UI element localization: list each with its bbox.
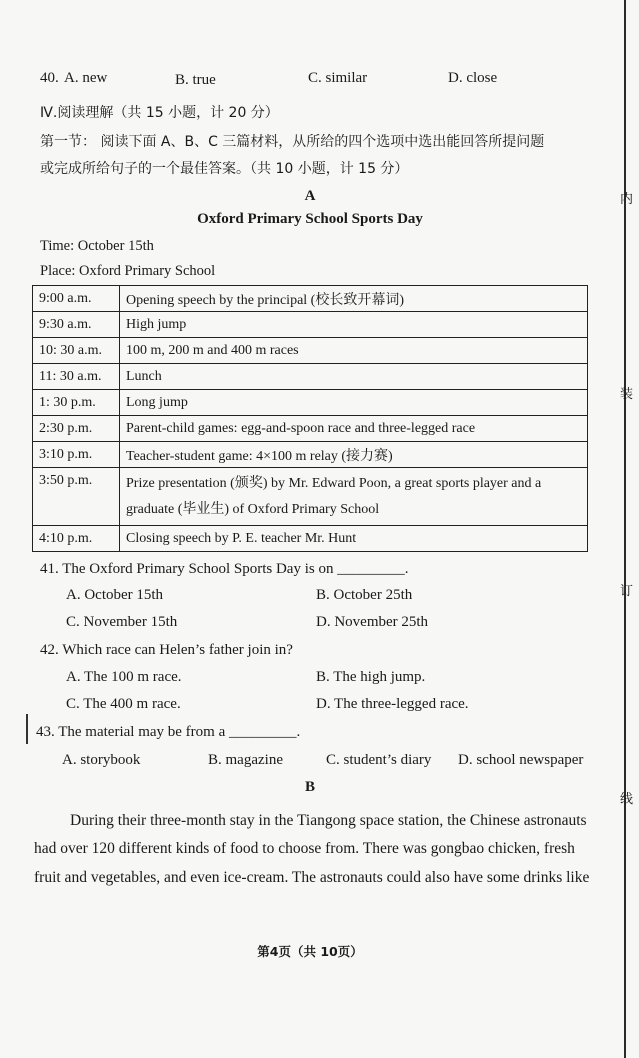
event-place: Place: Oxford Primary School	[40, 263, 216, 279]
schedule-time: 2:30 p.m.	[33, 416, 120, 442]
schedule-table	[32, 285, 588, 552]
q42-option-d: D. The three-legged race.	[316, 696, 469, 712]
section-heading: Ⅳ.阅读理解（共 15 小题，计 20 分）	[40, 105, 279, 121]
schedule-time: 9:30 a.m.	[33, 312, 120, 338]
table-row	[33, 526, 588, 552]
q40-option-a: A. new	[64, 70, 108, 86]
q43-option-b: B. magazine	[208, 752, 283, 768]
schedule-time: 10: 30 a.m.	[33, 338, 120, 364]
schedule-event: High jump	[120, 312, 588, 338]
table-row	[33, 312, 588, 338]
schedule-event: Lunch	[120, 364, 588, 390]
part1-instruction-line2: 或完成所给句子的一个最佳答案。（共 10 小题，计 15 分）	[40, 161, 409, 177]
table-row	[33, 390, 588, 416]
table-row	[33, 442, 588, 468]
passage-a-label: A	[304, 188, 316, 204]
schedule-event: 100 m, 200 m and 400 m races	[120, 338, 588, 364]
schedule-event: Prize presentation (颁奖) by Mr. Edward Poon, a great sports player and a graduate (毕业生) of Oxford Primary School	[120, 468, 588, 526]
q41-option-c: C. November 15th	[66, 614, 178, 630]
event-time: Time: October 15th	[40, 238, 154, 254]
q43-option-d: D. school newspaper	[458, 752, 584, 768]
q43-stem: 43. The material may be from a _________.	[36, 724, 301, 740]
q40-option-c: C. similar	[308, 70, 368, 86]
passage-b-label: B	[304, 779, 315, 795]
q40-number: 40.	[40, 70, 59, 86]
binding-margin-line	[624, 0, 626, 1058]
passage-b-line: had over 120 different kinds of food to choose from. There was gongbao chicken, fresh	[34, 840, 575, 857]
margin-mark-3: 订	[620, 584, 634, 599]
passage-b-line: fruit and vegetables, and even ice-cream. The astronauts could also have some drinks like	[34, 869, 590, 886]
schedule-event: Teacher-student game: 4×100 m relay (接力赛)	[120, 442, 588, 468]
table-row	[33, 338, 588, 364]
margin-mark-line	[26, 714, 28, 744]
schedule-time: 1: 30 p.m.	[33, 390, 120, 416]
table-row	[33, 364, 588, 390]
q42-option-c: C. The 400 m race.	[66, 696, 181, 712]
q43-option-a: A. storybook	[62, 752, 141, 768]
q41-option-d: D. November 25th	[316, 614, 429, 630]
part1-instruction-line1: 第一节： 阅读下面 A、B、C 三篇材料，从所给的四个选项中选出能回答所提问题	[40, 134, 545, 150]
q43-option-c: C. student’s diary	[326, 752, 432, 768]
passage-b-line: During their three-month stay in the Tiangong space station, the Chinese astronauts	[70, 812, 587, 829]
margin-mark-2: 装	[620, 387, 634, 402]
q42-stem: 42. Which race can Helen’s father join in?	[40, 642, 293, 658]
schedule-time: 11: 30 a.m.	[33, 364, 120, 390]
schedule-event: Closing speech by P. E. teacher Mr. Hunt	[120, 526, 588, 552]
q42-option-a: A. The 100 m race.	[66, 669, 182, 685]
page-footer: 第4页（共 10页）	[257, 944, 363, 959]
schedule-time: 4:10 p.m.	[33, 526, 120, 552]
table-row	[33, 286, 588, 312]
margin-mark-4: 线	[620, 792, 634, 807]
schedule-event: Parent-child games: egg-and-spoon race and three-legged race	[120, 416, 588, 442]
schedule-event: Opening speech by the principal (校长致开幕词)	[120, 286, 588, 312]
margin-mark-1: 内	[620, 192, 634, 207]
table-row	[33, 468, 588, 526]
q41-stem: 41. The Oxford Primary School Sports Day is on _________.	[40, 561, 409, 577]
schedule-time: 3:10 p.m.	[33, 442, 120, 468]
schedule-time: 9:00 a.m.	[33, 286, 120, 312]
q42-option-b: B. The high jump.	[316, 669, 426, 685]
table-row	[33, 416, 588, 442]
q41-option-a: A. October 15th	[66, 587, 164, 603]
q40-option-d: D. close	[448, 70, 498, 86]
schedule-event: Long jump	[120, 390, 588, 416]
passage-a-title: Oxford Primary School Sports Day	[197, 211, 423, 227]
q40-option-b: B. true	[175, 72, 216, 88]
schedule-time: 3:50 p.m.	[33, 468, 120, 526]
q41-option-b: B. October 25th	[316, 587, 413, 603]
